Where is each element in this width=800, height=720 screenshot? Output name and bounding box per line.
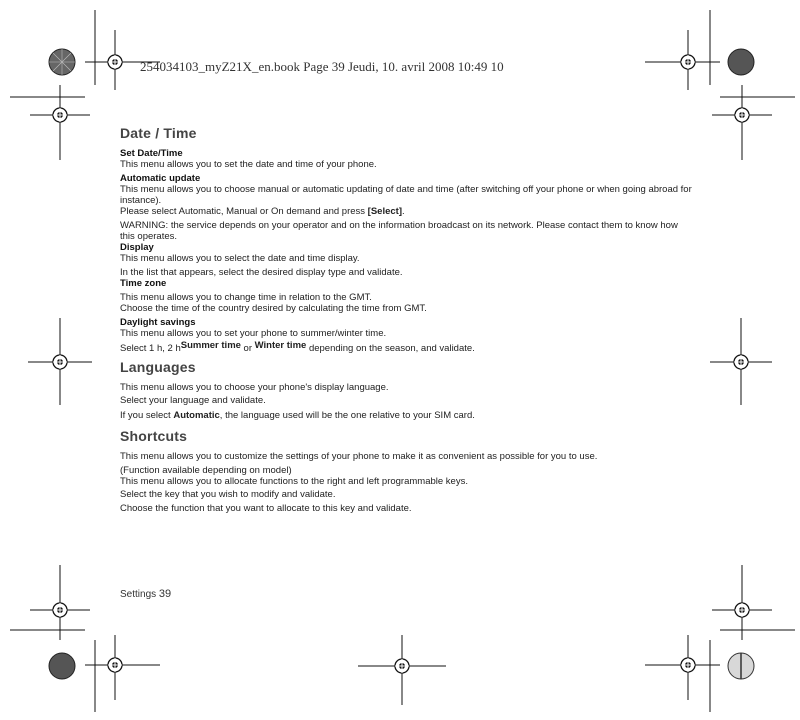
- crosshair-mark-top-right-b: [712, 85, 795, 160]
- footer-label: Settings: [120, 589, 157, 600]
- paragraph-shortcuts-1: This menu allows you to customize the settings of your phone to make it as convenient as possible for you to use.: [120, 451, 598, 462]
- section-title-datetime: Date / Time: [120, 125, 197, 141]
- select-key-label: [Select]: [367, 206, 402, 217]
- paragraph-time-zone-1: This menu allows you to change time in relation to the GMT.: [120, 292, 372, 303]
- crosshair-mark-top-left-b: [10, 85, 90, 160]
- subheading-display: Display: [120, 242, 154, 253]
- paragraph-languages-1: This menu allows you to choose your phone's display language.: [120, 382, 389, 393]
- page-number: 39: [158, 588, 172, 600]
- paragraph-daylight-2: Select 1 h, 2 hSummer time or Winter time depending on the season, and validate.: [120, 340, 475, 354]
- paragraph-shortcuts-5: Choose the function that you want to allocate to this key and validate.: [120, 503, 412, 514]
- paragraph-shortcuts-3: This menu allows you to allocate functions to the right and left programmable keys.: [120, 476, 468, 487]
- page-content: [120, 125, 695, 514]
- paragraph-shortcuts-4: Select the key that you wish to modify and validate.: [120, 489, 336, 500]
- crosshair-mark-middle-left: [28, 318, 92, 405]
- automatic-label: Automatic: [173, 410, 220, 421]
- paragraph-display-1: This menu allows you to select the date and time display.: [120, 253, 360, 264]
- paragraph-automatic-update: This menu allows you to choose manual or automatic updating of date and time (after switching off your phone or when going abroad for instance).: [120, 184, 692, 206]
- paragraph-time-zone-2: Choose the time of the country desired by calculating the time from GMT.: [120, 303, 427, 314]
- page-footer: [120, 588, 171, 600]
- subheading-set-date-time: Set Date/Time: [120, 148, 183, 159]
- print-file-info: 254034103_myZ21X_en.book Page 39 Jeudi, 10. avril 2008 10:49 10: [140, 59, 504, 74]
- section-title-shortcuts: Shortcuts: [120, 428, 188, 444]
- summer-time-label: Summer time: [180, 340, 241, 351]
- paragraph-languages-2: Select your language and validate.: [120, 395, 266, 406]
- crosshair-mark-bottom-left-b: [85, 635, 160, 712]
- paragraph-languages-3: If you select Automatic, the language used will be the one relative to your SIM card.: [120, 410, 475, 421]
- crosshair-mark-middle-right: [710, 318, 772, 405]
- crosshair-mark-bottom-right-b: [645, 635, 720, 712]
- subheading-daylight-savings: Daylight savings: [120, 317, 196, 328]
- registration-disc-top-right: [728, 49, 754, 75]
- registration-disc-bottom-left: [49, 653, 75, 679]
- crosshair-mark-top-left-a: [85, 10, 160, 90]
- section-title-languages: Languages: [120, 359, 196, 375]
- paragraph-set-date-time: This menu allows you to set the date and time of your phone.: [120, 159, 377, 170]
- crosshair-mark-top-right-a: [645, 10, 720, 90]
- subheading-automatic-update: Automatic update: [120, 173, 201, 184]
- subheading-time-zone: Time zone: [120, 278, 167, 289]
- registration-disc-bottom-right: [728, 653, 754, 679]
- crosshair-mark-bottom-center: [358, 635, 446, 705]
- paragraph-warning: WARNING: the service depends on your operator and on the information broadcast on its network. Please contact them to know how this operates.: [120, 220, 678, 242]
- crosshair-mark-bottom-right-a: [712, 565, 795, 640]
- paragraph-daylight-1: This menu allows you to set your phone to summer/winter time.: [120, 328, 387, 339]
- crosshair-mark-bottom-left-a: [10, 565, 90, 640]
- paragraph-select-mode: Please select Automatic, Manual or On demand and press [Select].: [120, 206, 405, 217]
- paragraph-display-2: In the list that appears, select the desired display type and validate.: [120, 267, 403, 278]
- paragraph-shortcuts-2: (Function available depending on model): [120, 465, 292, 476]
- winter-time-label: Winter time: [254, 340, 307, 351]
- registration-disc-top-left: [49, 49, 75, 75]
